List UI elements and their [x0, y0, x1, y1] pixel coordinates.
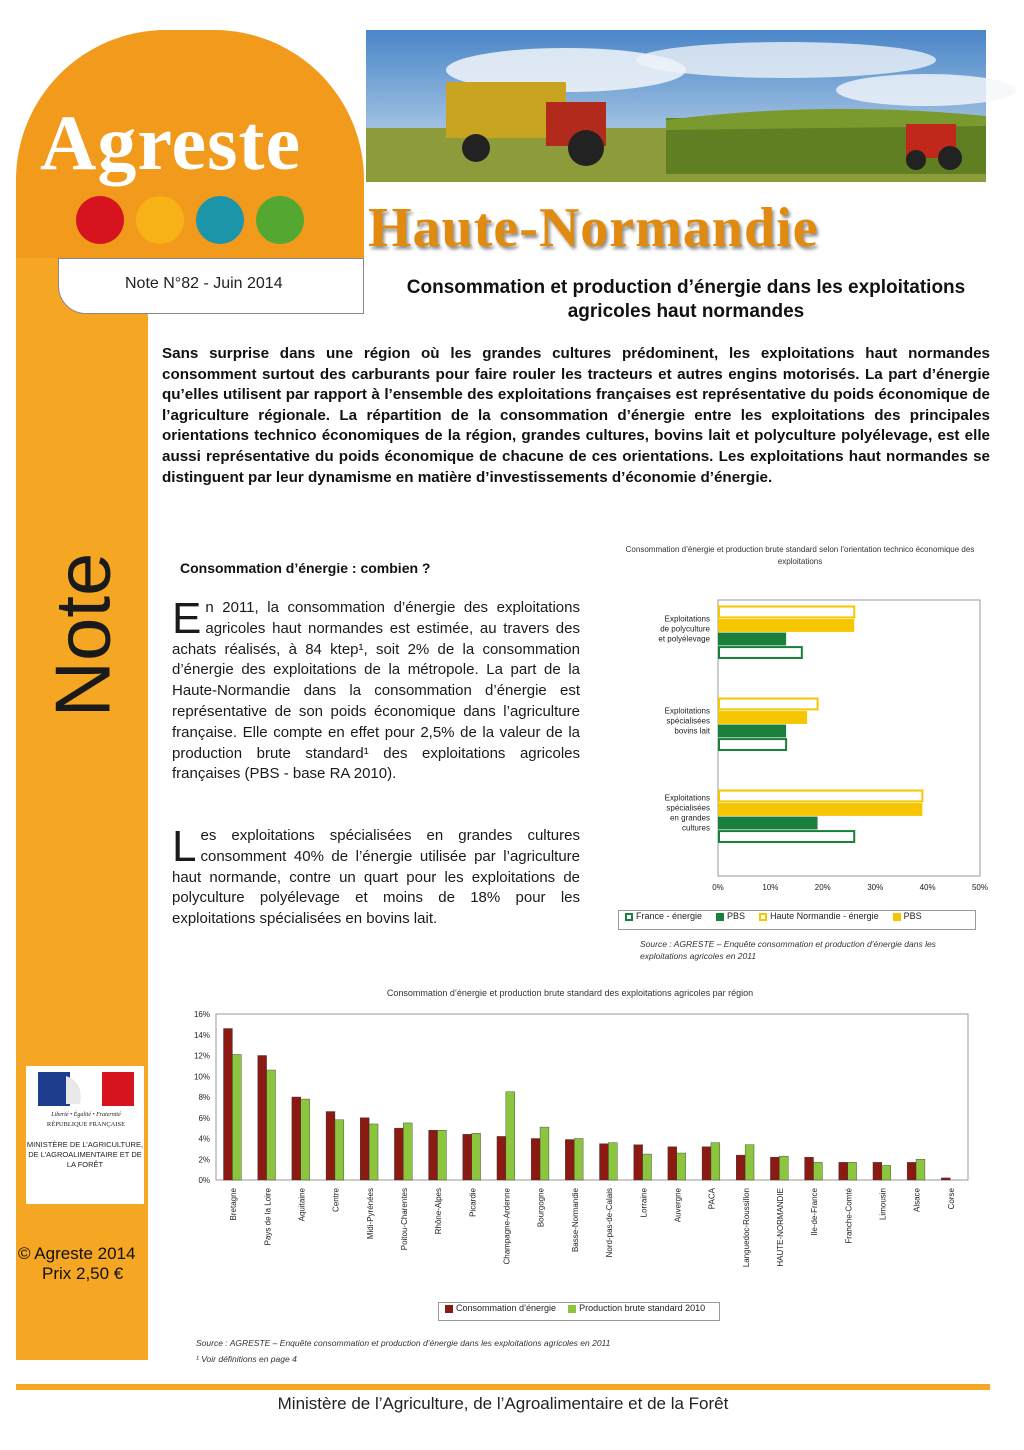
chart1-xtick: 10% [762, 883, 779, 892]
chart2-bar [531, 1139, 540, 1181]
chart2-bar [369, 1124, 378, 1180]
chart1-bar [719, 607, 854, 618]
chart2-bar [916, 1159, 925, 1180]
paragraph-2 [172, 822, 580, 930]
chart2-category-label: Midi-Pyrénées [365, 1188, 375, 1240]
dropcap-2: L [172, 822, 197, 871]
section-heading: Consommation d’énergie : combien ? [180, 560, 431, 576]
chart2-category-label: Poitou-Charentes [400, 1188, 409, 1251]
dot-teal [196, 196, 244, 244]
chart2-bar [907, 1162, 916, 1180]
chart1-bar [719, 791, 922, 802]
svg-text:RÉPUBLIQUE FRANÇAISE: RÉPUBLIQUE FRANÇAISE [46, 1121, 126, 1128]
chart2-bar [224, 1029, 233, 1180]
chart2-category-label: Franche-Comté [844, 1188, 854, 1244]
brand-title: Agreste [40, 99, 302, 186]
chart2-bar [540, 1127, 549, 1180]
paragraph-2-text: es exploitations spécialisées en grandes cultures consomment 40% de l’énergie utilisée par l’agriculture haut normande, contre un quart pour les exploitations de polyculture polyélevage et moins de 18% pour les exploitations spécialisées en bovins lait. [172, 827, 580, 928]
chart1-xtick: 40% [919, 883, 936, 892]
chart2-bar [745, 1145, 754, 1180]
marianne-logo [26, 1066, 144, 1138]
chart2-bar [335, 1120, 344, 1180]
chart2-footnote: ¹ Voir définitions en page 4 [196, 1354, 297, 1364]
chart2-bar [574, 1139, 583, 1181]
chart1-xtick: 30% [867, 883, 884, 892]
chart2-bar [702, 1147, 711, 1180]
chart2-legend [438, 1302, 720, 1321]
chart2-category-label: Nord-pas-de-Calais [605, 1188, 615, 1258]
chart2-ytick: 8% [198, 1093, 210, 1102]
header-photo [366, 30, 986, 182]
chart1-category-label: Exploitations de polyculture et polyélevage [658, 614, 710, 644]
chart1-legend-label: Haute Normandie - énergie [770, 911, 879, 921]
chart2-legend-label: Consommation d’énergie [456, 1303, 557, 1313]
chart1-bar [718, 803, 922, 816]
chart1-legend-swatch [893, 913, 901, 921]
chart2-category-label: Basse-Normandie [570, 1188, 580, 1253]
side-label: Note [38, 552, 127, 718]
chart2-bar [463, 1134, 472, 1180]
chart2-ytick: 16% [193, 1010, 210, 1019]
chart1-title: Consommation d’énergie et production brute standard selon l’orientation technico économique des exploitations [625, 545, 975, 566]
chart2-category-label: PACA [707, 1188, 717, 1210]
footer-rule [16, 1384, 990, 1390]
chart2-bar [429, 1130, 438, 1180]
chart2-bar [770, 1157, 779, 1180]
dropcap-1: E [172, 594, 202, 643]
copyright: © Agreste 2014 [18, 1244, 136, 1263]
chart2-bar [292, 1097, 301, 1180]
chart2-bar [608, 1143, 617, 1180]
chart2-bar [882, 1165, 891, 1180]
chart2-bar [736, 1155, 745, 1180]
footer-ministry: Ministère de l’Agriculture, de l’Agroalimentaire et de la Forêt [277, 1394, 729, 1413]
chart2-bar [301, 1099, 310, 1180]
svg-text:Liberté • Égalité • Fraternité: Liberté • Égalité • Fraternité [51, 1112, 121, 1118]
paragraph-1-text: n 2011, la consommation d’énergie des exploitations agricoles haut normandes est estimée, au travers des achats réalisés, à 84 ktep¹, soit 2% de la consommation d’énergie des exploitations de la métropole. La part de la Haute-Normandie dans la consommation d’énergie est représentative de son poids économique dans l’agriculture française. Elle compte en effet pour 2,5% de la valeur de la production brute standard¹ des exploitations agricoles françaises (PBS - base RA 2010). [172, 599, 580, 783]
chart2-ytick: 4% [198, 1134, 210, 1144]
chart1-legend-label: France - énergie [636, 911, 703, 921]
chart2-category-label: HAUTE-NORMANDIE [776, 1188, 785, 1267]
chart1-xtick: 0% [712, 883, 724, 892]
chart2-ytick: 10% [193, 1072, 210, 1082]
chart2-bar [805, 1157, 814, 1180]
article-title: Consommation et production d’énergie dans les exploitations agricoles haut normandes [406, 277, 966, 322]
chart2-bar [472, 1133, 481, 1180]
ministry-logo [26, 1066, 144, 1204]
chart2-svg [186, 1004, 976, 1294]
chart2-bar [813, 1162, 822, 1180]
article-intro: Sans surprise dans une région où les grandes cultures prédominent, les exploitations haut normandes consomment surtout des carburants pour faire rouler les tracteurs et autres engins motorisés. La part d’énergie qu’elles utilisent par rapport à l’ensemble des exploitations françaises est représentative du poids économique de l’agriculture régionale. La répartition de la consommation d’énergie entre les exploitations des principales orientations technico économiques de la région, grandes cultures, bovins lait et polyculture polyélevage, est elle aussi représentative du poids économique de chacune de ces orientations. Les exploitations haut normandes se distinguent par leur dynamisme en matière d’investissements d’économie d’énergie. [162, 345, 990, 486]
chart1-bar [719, 831, 854, 842]
chart1-bar [718, 711, 807, 724]
chart1-bar [718, 633, 786, 646]
chart2-bar [326, 1112, 335, 1180]
chart2-bar [232, 1054, 241, 1180]
chart2-legend-swatch [445, 1305, 453, 1313]
chart2-ytick: 12% [193, 1051, 210, 1061]
chart2-category-label: Ile-de-France [810, 1188, 820, 1236]
chart1-bar [719, 739, 786, 750]
chart2-bar [565, 1140, 574, 1180]
chart2-category-label: Picardie [468, 1188, 478, 1217]
chart2-category-label: Bretagne [229, 1188, 239, 1221]
chart2-legend-label: Production brute standard 2010 [579, 1303, 706, 1313]
dot-red [76, 196, 124, 244]
chart2-bar [394, 1128, 403, 1180]
region-title: Haute-Normandie [368, 197, 819, 259]
chart2-bar [403, 1123, 412, 1180]
chart2-ytick: 2% [198, 1155, 210, 1165]
ministry-caption: MINISTÈRE DE L’AGRICULTURE, DE L’AGROALIMENTAIRE ET DE LA FORÊT [26, 1140, 144, 1169]
chart2-category-label: Pays de la Loire [263, 1188, 273, 1246]
chart2-category-label: Languedoc-Roussillon [741, 1188, 751, 1268]
note-number: Note N°82 - Juin 2014 [125, 275, 283, 292]
chart1-svg [614, 594, 989, 894]
chart2-bar [779, 1156, 788, 1180]
chart2-category-label: Alsace [912, 1188, 922, 1213]
paragraph-1 [172, 594, 580, 785]
chart2-bar [677, 1153, 686, 1180]
copyright-block [18, 1244, 148, 1284]
dot-yellow [136, 196, 184, 244]
chart1-legend-label: PBS [903, 911, 922, 921]
chart2-bar [839, 1162, 848, 1180]
chart1-bar [719, 699, 818, 710]
chart1-xtick: 50% [971, 883, 989, 892]
chart1-legend-label: PBS [727, 911, 746, 921]
chart2-category-label: Auvergne [673, 1188, 683, 1223]
chart2-title: Consommation d’énergie et production brute standard des exploitations agricoles par région [386, 988, 754, 998]
chart1 [614, 594, 989, 894]
chart2-bar [360, 1118, 369, 1180]
chart2-bar [267, 1070, 276, 1180]
chart2-category-label: Bourgogne [536, 1188, 546, 1228]
chart1-legend-swatch [759, 913, 767, 921]
chart1-legend [618, 910, 976, 930]
chart2-bar [437, 1130, 446, 1180]
chart2-bar [873, 1162, 882, 1180]
chart1-bar [718, 619, 854, 632]
chart1-legend-swatch [716, 913, 724, 921]
dot-green [256, 196, 304, 244]
chart2-legend-swatch [568, 1305, 576, 1313]
chart2-category-label: Lorraine [639, 1188, 649, 1218]
chart2-bar [848, 1162, 857, 1180]
chart2-ytick: 14% [193, 1030, 210, 1040]
chart2-category-label: Aquitaine [297, 1188, 307, 1222]
chart2-category-label: Rhône-Alpes [434, 1188, 444, 1235]
chart2-bar [600, 1144, 609, 1180]
price: Prix 2,50 € [42, 1264, 124, 1283]
chart1-xtick: 20% [814, 883, 831, 892]
chart1-source: Source : AGRESTE – Enquête consommation et production d’énergie dans les exploitations agricoles en 2011 [640, 939, 936, 961]
note-number-box [58, 258, 364, 314]
chart2-bar [258, 1056, 267, 1181]
chart1-category-label: Exploitations spécialisées en grandes cultures [664, 793, 710, 833]
chart2-category-label: Champagne-Ardenne [502, 1188, 512, 1265]
chart1-category-label: Exploitations spécialisées bovins lait [664, 706, 710, 736]
chart2-bar [506, 1092, 515, 1180]
chart1-legend-swatch [625, 913, 633, 921]
chart2-ytick: 6% [198, 1113, 210, 1123]
chart2-bar [497, 1136, 506, 1180]
chart2-bar [668, 1147, 677, 1180]
chart1-bar [718, 725, 786, 738]
chart1-bar [719, 647, 802, 658]
chart2-category-label: Corse [946, 1188, 956, 1210]
chart2-bar [711, 1143, 720, 1180]
chart2-category-label: Centre [331, 1188, 341, 1213]
chart2-category-label: Limousin [878, 1188, 888, 1221]
chart2-bar [634, 1145, 643, 1180]
chart1-bar [718, 817, 818, 830]
chart2 [186, 1004, 976, 1294]
chart2-source: Source : AGRESTE – Enquête consommation et production d’énergie dans les exploitations agricoles en 2011 [196, 1338, 611, 1348]
chart2-bar [643, 1154, 652, 1180]
chart2-ytick: 0% [198, 1176, 210, 1185]
chart2-bar [941, 1178, 950, 1180]
